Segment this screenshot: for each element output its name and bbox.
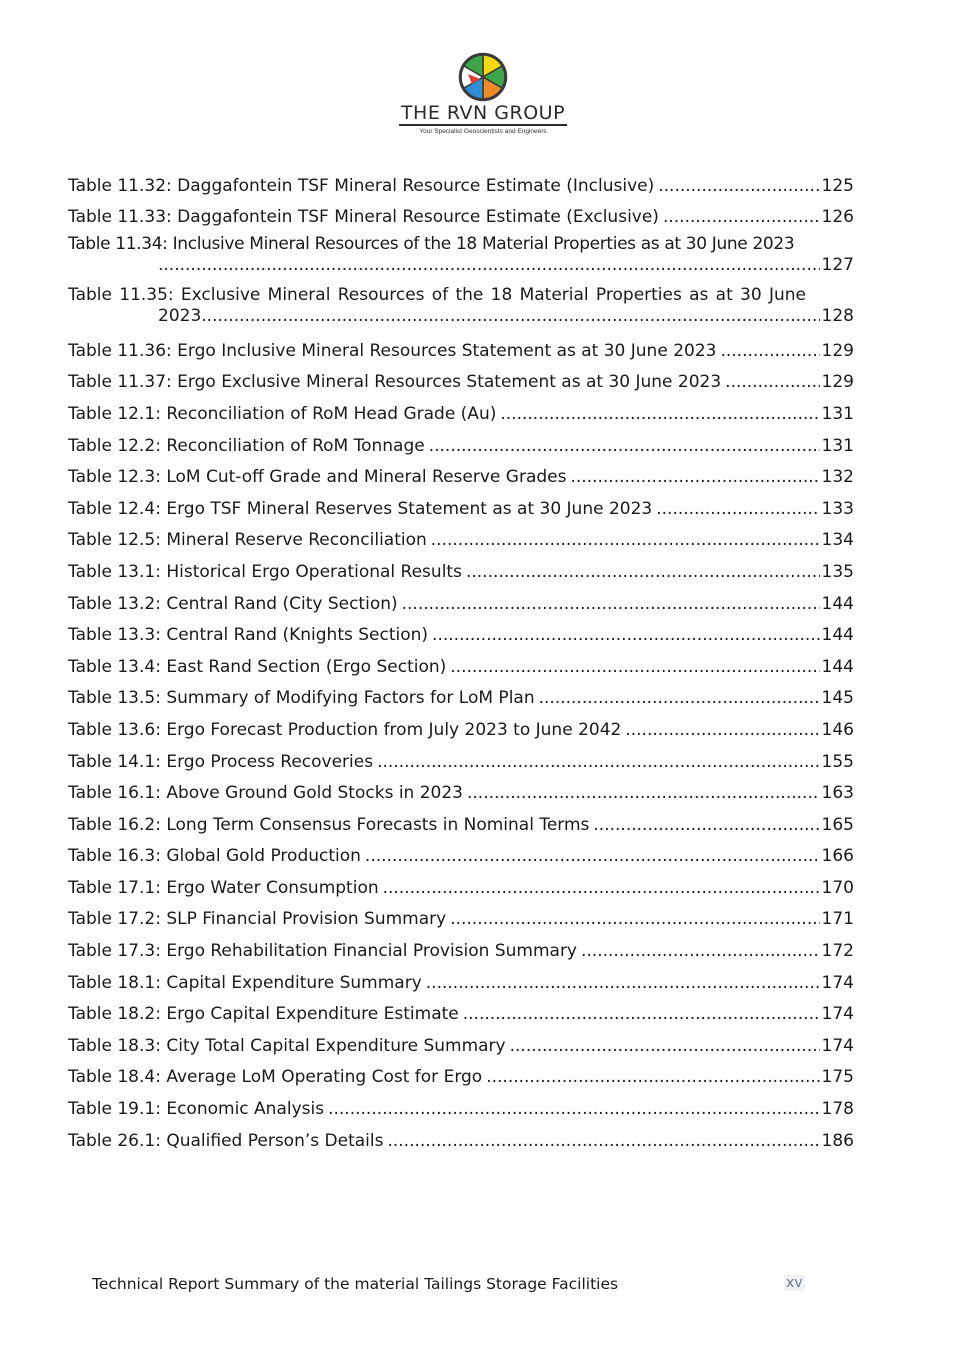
toc-entry-page: 134 bbox=[821, 530, 854, 551]
toc-entry-title: Table 12.1: Reconciliation of RoM Head Grade (Au) bbox=[68, 403, 497, 424]
toc-dot-leader bbox=[402, 593, 820, 615]
toc-dot-leader bbox=[431, 529, 820, 551]
toc-entry[interactable] bbox=[68, 646, 854, 678]
toc-entry[interactable] bbox=[68, 330, 854, 362]
toc-entry-title: Table 13.6: Ergo Forecast Production from July 2023 to June 2042 bbox=[68, 719, 622, 740]
toc-dot-leader bbox=[625, 719, 819, 741]
toc-entry-page: 174 bbox=[821, 972, 854, 993]
toc-entry[interactable] bbox=[68, 362, 854, 394]
toc-dot-leader bbox=[570, 466, 819, 488]
toc-entry-page: 178 bbox=[821, 1099, 854, 1120]
toc-entry-title: Table 19.1: Economic Analysis bbox=[68, 1099, 325, 1120]
toc-entry-title: Table 18.2: Ergo Capital Expenditure Estimate bbox=[68, 1004, 459, 1025]
toc-entry[interactable] bbox=[68, 197, 854, 229]
toc-dot-leader bbox=[720, 340, 819, 362]
toc-entry[interactable] bbox=[68, 867, 854, 899]
toc-entry[interactable] bbox=[68, 899, 854, 931]
toc-entry-page: 133 bbox=[821, 498, 854, 519]
toc-dot-leader bbox=[500, 403, 819, 425]
toc-entry-title: Table 14.1: Ergo Process Recoveries bbox=[68, 751, 374, 772]
toc-dot-leader bbox=[463, 1003, 820, 1025]
toc-entry[interactable] bbox=[68, 165, 854, 197]
toc-entry[interactable] bbox=[68, 962, 854, 994]
toc-entry-title: Table 11.35: Exclusive Mineral Resources of the 18 Material Properties as at 30 June bbox=[68, 285, 806, 306]
toc-entry-page: 126 bbox=[821, 207, 854, 228]
toc-dot-leader bbox=[365, 845, 820, 867]
toc-entry[interactable] bbox=[68, 930, 854, 962]
toc-dot-leader bbox=[383, 877, 820, 899]
toc-entry-title: Table 11.36: Ergo Inclusive Mineral Resources Statement as at 30 June 2023 bbox=[68, 340, 717, 361]
toc-entry-page: 155 bbox=[821, 751, 854, 772]
toc-entry[interactable] bbox=[68, 741, 854, 773]
toc-entry[interactable] bbox=[68, 678, 854, 710]
toc-entry-page: 145 bbox=[821, 688, 854, 709]
toc-dot-leader bbox=[486, 1066, 819, 1088]
toc-entry-page: 172 bbox=[821, 941, 854, 962]
toc-entry-page: 144 bbox=[821, 656, 854, 677]
logo-company-name: THE RVN GROUP bbox=[400, 102, 566, 124]
toc-dot-leader bbox=[467, 782, 820, 804]
toc-entry-page: 170 bbox=[821, 877, 854, 898]
toc-dot-leader bbox=[656, 498, 819, 520]
toc-entry-title: Table 13.2: Central Rand (City Section) bbox=[68, 593, 398, 614]
toc-entry[interactable] bbox=[68, 583, 854, 615]
toc-entry-page: 131 bbox=[821, 435, 854, 456]
toc-entry[interactable] bbox=[68, 1120, 854, 1152]
toc-dot-leader bbox=[377, 751, 819, 773]
toc-entry-title: Table 13.5: Summary of Modifying Factors for LoM Plan bbox=[68, 688, 535, 709]
toc-entry-title: Table 11.32: Daggafontein TSF Mineral Resource Estimate (Inclusive) bbox=[68, 175, 655, 196]
toc-entry-title: Table 11.37: Ergo Exclusive Mineral Resources Statement as at 30 June 2023 bbox=[68, 372, 722, 393]
toc-entry-title: Table 11.33: Daggafontein TSF Mineral Resource Estimate (Exclusive) bbox=[68, 207, 659, 228]
toc-dot-leader bbox=[450, 656, 819, 678]
toc-entry-page: 171 bbox=[821, 909, 854, 930]
toc-entry[interactable] bbox=[68, 1057, 854, 1089]
toc-entry-title-continued: 2023 bbox=[158, 306, 202, 327]
toc-entry-page: 144 bbox=[821, 625, 854, 646]
toc-entry-title: Table 13.4: East Rand Section (Ergo Section) bbox=[68, 656, 447, 677]
toc-dot-leader bbox=[432, 624, 820, 646]
toc-entry-title: Table 17.2: SLP Financial Provision Summary bbox=[68, 909, 447, 930]
toc-entry-page: 129 bbox=[821, 372, 854, 393]
toc-entry-page: 165 bbox=[821, 814, 854, 835]
toc-entry-title: Table 13.3: Central Rand (Knights Section) bbox=[68, 625, 429, 646]
toc-entry-title: Table 12.2: Reconciliation of RoM Tonnage bbox=[68, 435, 425, 456]
toc-entry-page: 166 bbox=[821, 846, 854, 867]
list-of-tables bbox=[68, 165, 854, 1152]
toc-entry-title: Table 17.1: Ergo Water Consumption bbox=[68, 877, 379, 898]
toc-entry-title: Table 12.4: Ergo TSF Mineral Reserves Statement as at 30 June 2023 bbox=[68, 498, 653, 519]
toc-entry-title: Table 16.2: Long Term Consensus Forecasts in Nominal Terms bbox=[68, 814, 590, 835]
page-header bbox=[0, 52, 966, 136]
toc-entry[interactable] bbox=[68, 457, 854, 489]
toc-dot-leader bbox=[466, 561, 820, 583]
toc-entry[interactable] bbox=[68, 520, 854, 552]
toc-entry[interactable] bbox=[68, 425, 854, 457]
toc-entry-page: 174 bbox=[821, 1035, 854, 1056]
toc-entry[interactable] bbox=[68, 488, 854, 520]
toc-entry-page: 128 bbox=[821, 306, 854, 327]
footer-page-number: xv bbox=[786, 1275, 803, 1291]
toc-entry[interactable] bbox=[68, 615, 854, 647]
toc-entry[interactable] bbox=[68, 709, 854, 741]
footer-document-title: Technical Report Summary of the material Tailings Storage Facilities bbox=[92, 1275, 619, 1293]
toc-entry[interactable] bbox=[68, 279, 854, 330]
toc-entry-page: 135 bbox=[821, 561, 854, 582]
toc-entry-title: Table 16.3: Global Gold Production bbox=[68, 846, 361, 867]
toc-entry[interactable] bbox=[68, 836, 854, 868]
toc-entry-page: 174 bbox=[821, 1004, 854, 1025]
toc-dot-leader bbox=[510, 1035, 820, 1057]
toc-entry-title: Table 12.3: LoM Cut-off Grade and Mineral Reserve Grades bbox=[68, 467, 567, 488]
toc-dot-leader bbox=[450, 908, 819, 930]
toc-entry-title: Table 18.1: Capital Expenditure Summary bbox=[68, 972, 422, 993]
toc-entry-page: 146 bbox=[821, 719, 854, 740]
toc-entry-page: 129 bbox=[821, 340, 854, 361]
toc-entry-title: Table 13.1: Historical Ergo Operational Results bbox=[68, 561, 462, 582]
toc-dot-leader bbox=[429, 435, 820, 457]
toc-entry[interactable] bbox=[68, 228, 854, 279]
rvn-group-logo-icon bbox=[458, 52, 508, 102]
toc-entry-title: Table 18.3: City Total Capital Expenditure Summary bbox=[68, 1035, 506, 1056]
toc-entry-title: Table 17.3: Ergo Rehabilitation Financial Provision Summary bbox=[68, 941, 577, 962]
toc-entry-title: Table 16.1: Above Ground Gold Stocks in 2023 bbox=[68, 783, 463, 804]
toc-entry-page: 131 bbox=[821, 403, 854, 424]
page-footer bbox=[92, 1275, 812, 1293]
toc-entry[interactable] bbox=[68, 1088, 854, 1120]
toc-entry-page: 144 bbox=[821, 593, 854, 614]
toc-entry-page: 127 bbox=[821, 255, 854, 276]
toc-entry-page: 163 bbox=[821, 783, 854, 804]
toc-entry-page: 175 bbox=[821, 1067, 854, 1088]
toc-entry-page: 125 bbox=[821, 175, 854, 196]
toc-entry[interactable] bbox=[68, 773, 854, 805]
toc-entry[interactable] bbox=[68, 551, 854, 583]
toc-entry-page: 186 bbox=[821, 1130, 854, 1151]
toc-dot-leader bbox=[426, 972, 820, 994]
toc-dot-leader bbox=[658, 175, 819, 197]
toc-dot-leader bbox=[539, 687, 820, 709]
toc-entry-page: 132 bbox=[821, 467, 854, 488]
toc-dot-leader bbox=[158, 255, 820, 276]
toc-dot-leader bbox=[201, 306, 819, 327]
toc-dot-leader bbox=[387, 1130, 819, 1152]
toc-entry-title: Table 18.4: Average LoM Operating Cost for Ergo bbox=[68, 1067, 483, 1088]
logo-tagline: Your Specialist Geoscientists and Engineers bbox=[419, 128, 547, 135]
toc-entry[interactable] bbox=[68, 1025, 854, 1057]
toc-entry-title: Table 26.1: Qualified Person’s Details bbox=[68, 1130, 384, 1151]
toc-entry[interactable] bbox=[68, 994, 854, 1026]
toc-entry-title: Table 12.5: Mineral Reserve Reconciliation bbox=[68, 530, 427, 551]
toc-entry[interactable] bbox=[68, 393, 854, 425]
toc-dot-leader bbox=[328, 1098, 819, 1120]
toc-dot-leader bbox=[581, 940, 820, 962]
toc-entry-title: Table 11.34: Inclusive Mineral Resources of the 18 Material Properties as at 30 June 2023 bbox=[68, 234, 795, 255]
toc-dot-leader bbox=[725, 371, 819, 393]
toc-dot-leader bbox=[663, 206, 820, 228]
toc-dot-leader bbox=[593, 814, 819, 836]
toc-entry[interactable] bbox=[68, 804, 854, 836]
